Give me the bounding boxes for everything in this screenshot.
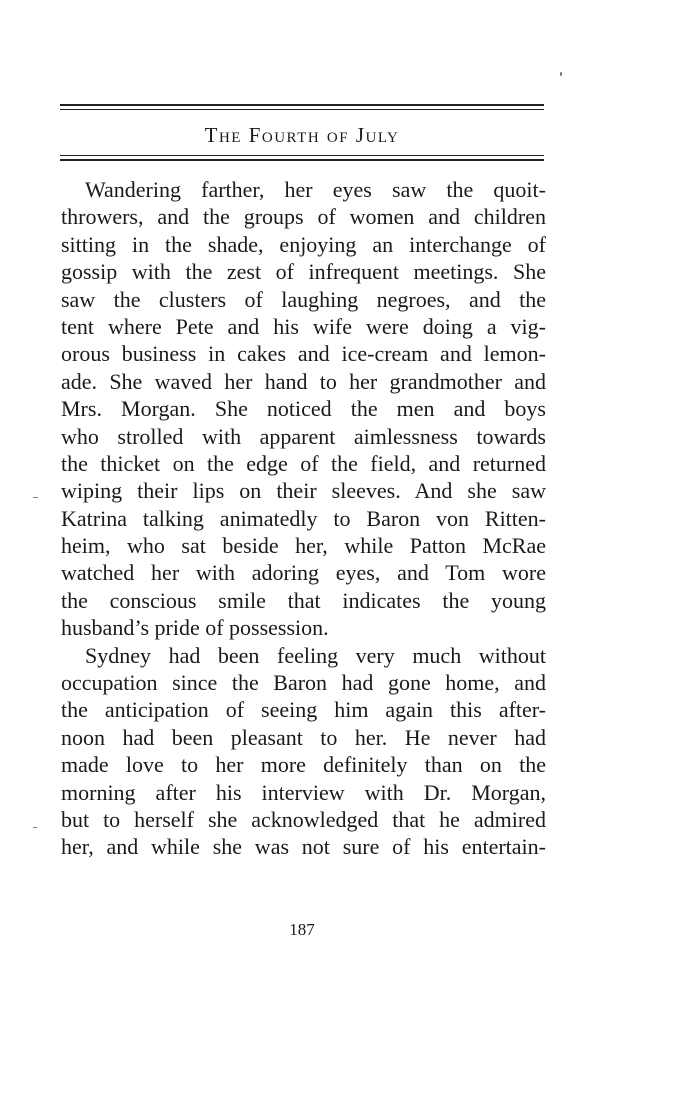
text-line: noon had been pleasant to her. He never had — [61, 724, 546, 750]
text-line: husband’s pride of possession. — [61, 615, 329, 641]
header-rule-top — [60, 104, 544, 106]
text-line: tent where Pete and his wife were doing a vig- — [61, 313, 546, 339]
text-line: watched her with adoring eyes, and Tom wore — [61, 560, 546, 586]
paper-speck — [33, 497, 38, 498]
page-number: 187 — [289, 920, 315, 939]
text-line: heim, who sat beside her, while Patton McRae — [61, 533, 546, 559]
header-rule-bottom-thin — [60, 155, 544, 156]
text-line: Mrs. Morgan. She noticed the men and boys — [61, 396, 546, 422]
text-line: Wandering farther, her eyes saw the quoit- — [85, 177, 546, 202]
text-line: occupation since the Baron had gone home, and — [61, 670, 546, 696]
text-line: saw the clusters of laughing negroes, and the — [61, 286, 546, 312]
text-line: wiping their lips on their sleeves. And she saw — [61, 478, 546, 504]
text-line: Katrina talking animatedly to Baron von Ritten- — [61, 505, 546, 531]
header-rule-bottom — [60, 159, 544, 161]
text-line: gossip with the zest of infrequent meetings. She — [61, 259, 546, 285]
header-rule-top-thin — [60, 109, 544, 110]
text-line: ade. She waved her hand to her grandmother and — [61, 368, 546, 394]
text-line: morning after his interview with Dr. Morgan, — [61, 779, 546, 805]
text-line: made love to her more definitely than on the — [61, 752, 546, 778]
text-line: but to herself she acknowledged that he admired — [61, 806, 546, 832]
text-line: throwers, and the groups of women and children — [61, 204, 546, 230]
text-line: her, and while she was not sure of his entertain- — [61, 834, 546, 860]
text-line: sitting in the shade, enjoying an interchange of — [61, 231, 546, 257]
text-line: orous business in cakes and ice-cream and lemon- — [61, 341, 546, 367]
body-text — [61, 176, 546, 861]
text-line: who strolled with apparent aimlessness towards — [61, 423, 546, 449]
text-line: the thicket on the edge of the field, and returned — [61, 450, 546, 476]
running-head: The Fourth of July — [204, 123, 400, 147]
text-line: the anticipation of seeing him again this after- — [61, 697, 546, 723]
paper-speck — [33, 827, 37, 828]
text-line: Sydney had been feeling very much without — [85, 642, 546, 668]
paper-speck — [560, 72, 562, 76]
text-line: the conscious smile that indicates the young — [61, 587, 546, 613]
